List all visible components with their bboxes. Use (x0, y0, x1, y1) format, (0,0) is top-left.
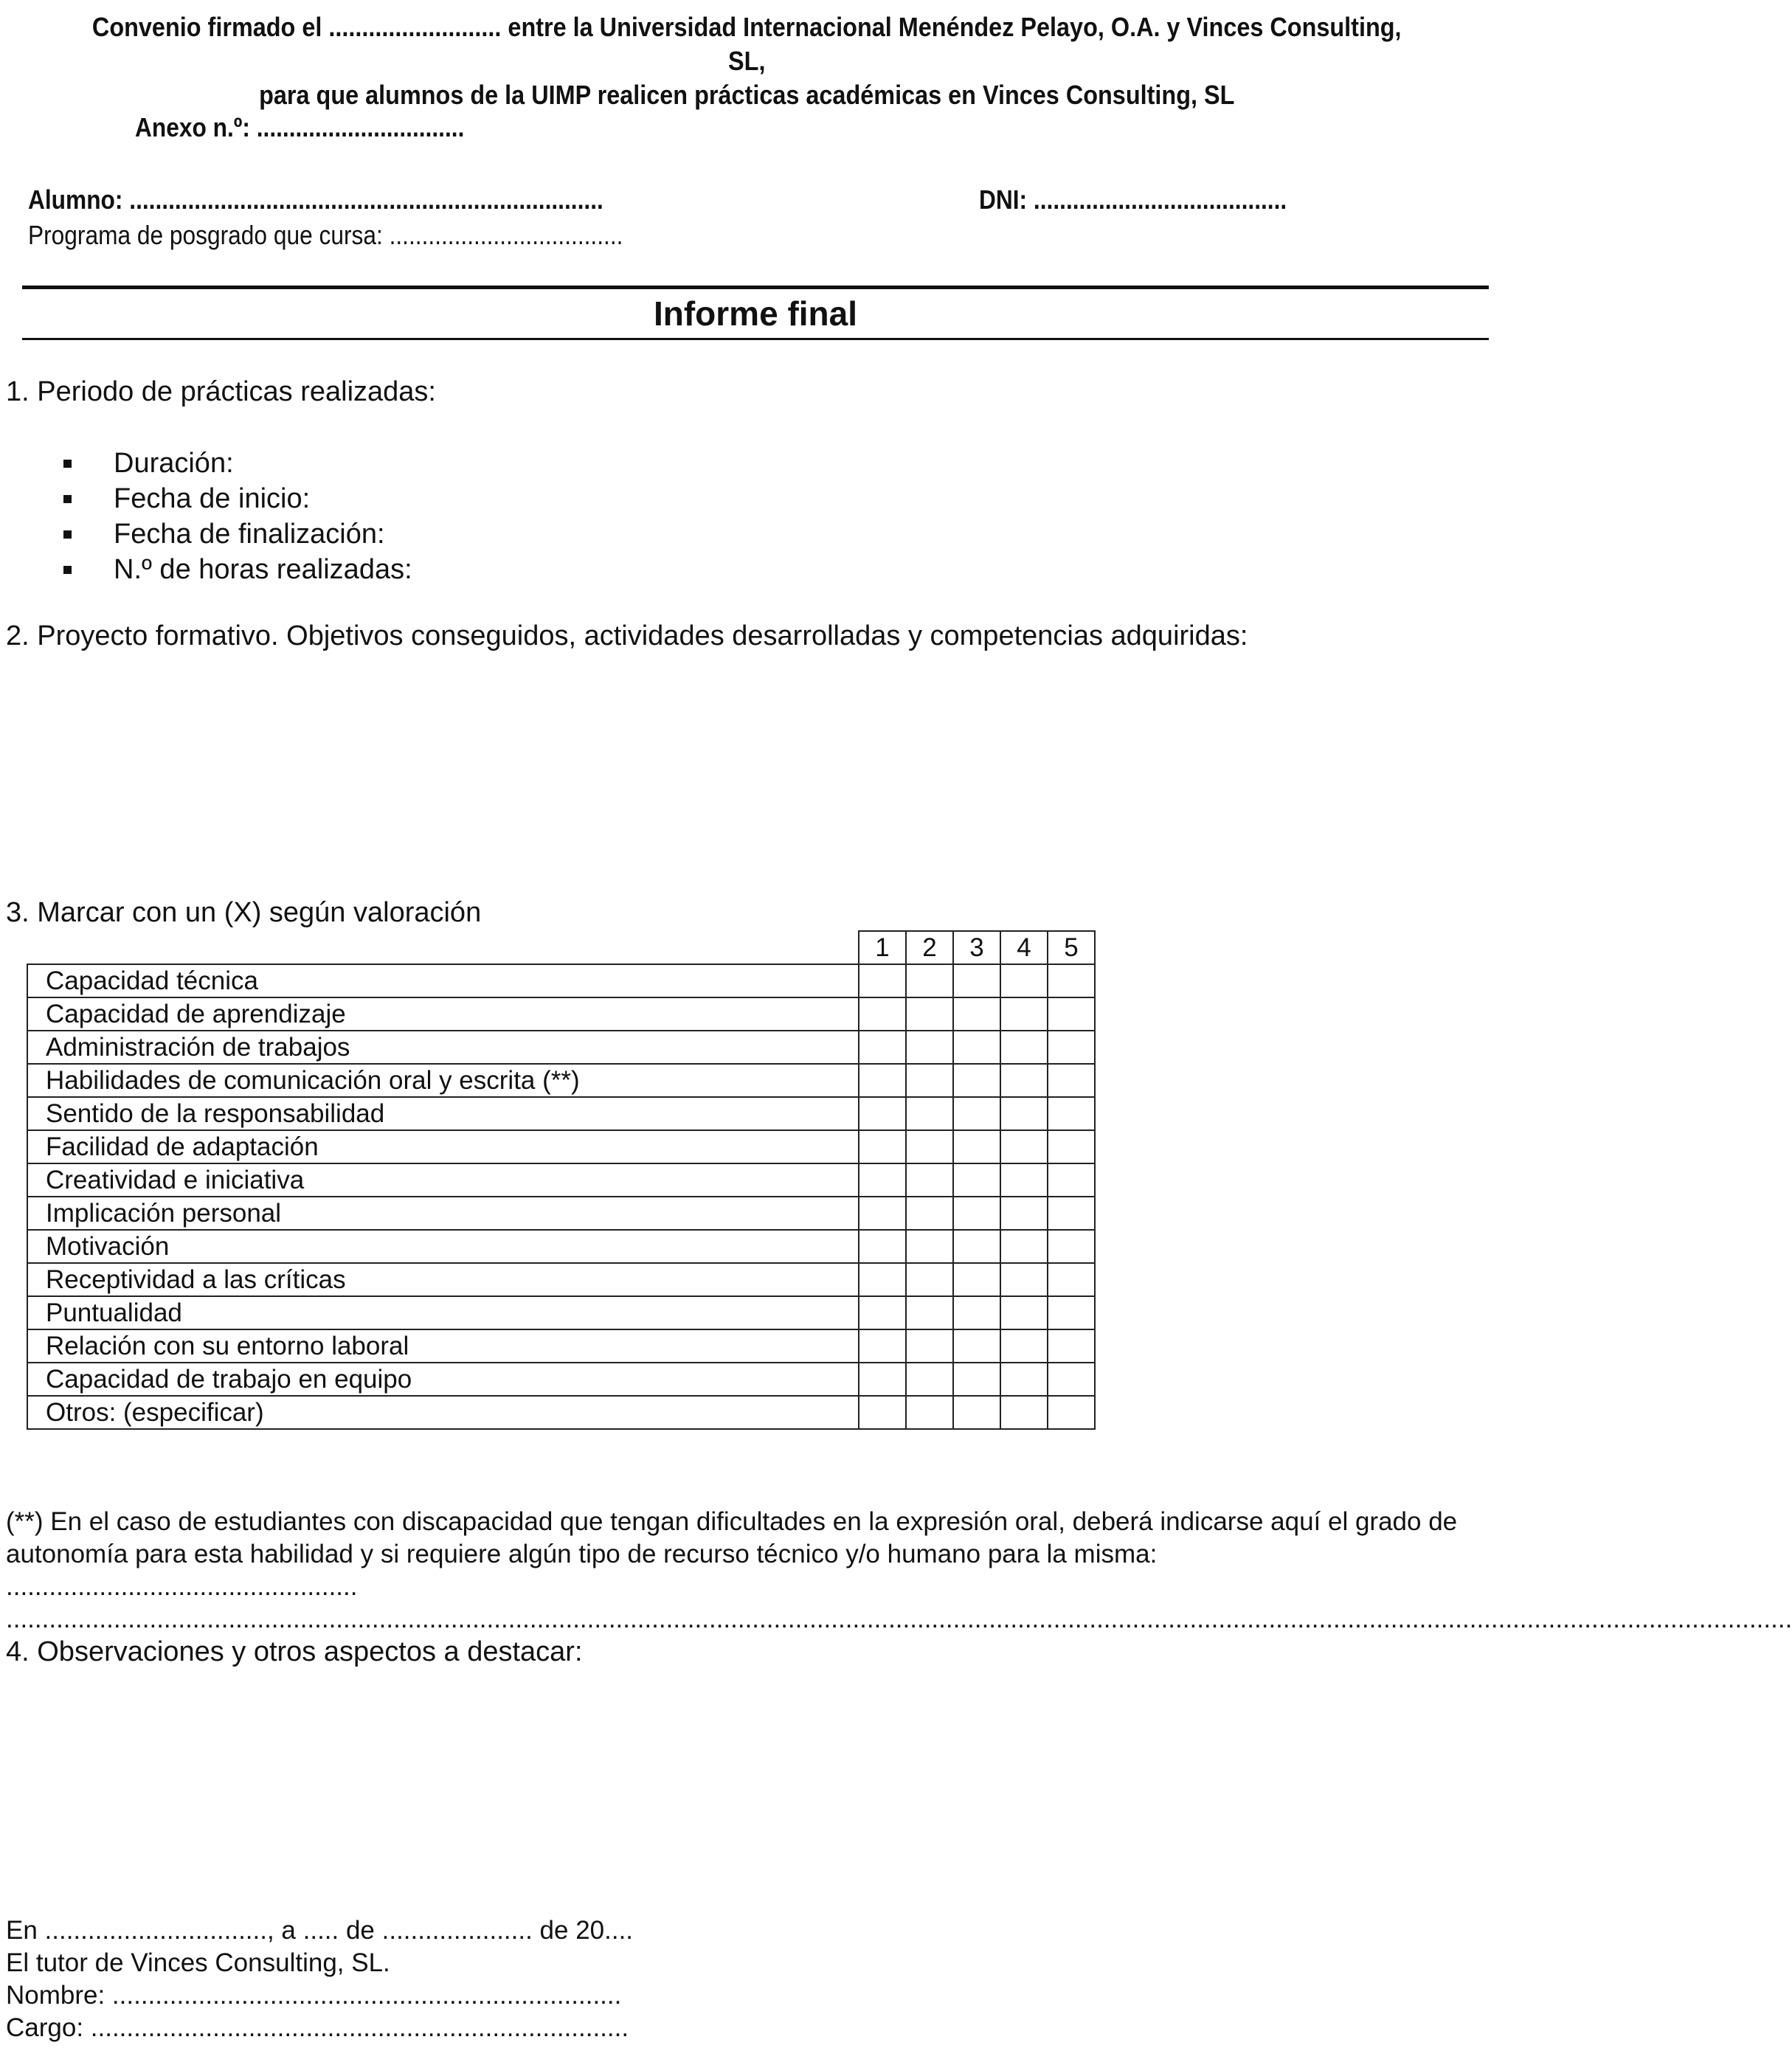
criterion-label: Capacidad de trabajo en equipo (27, 1363, 859, 1396)
program-row (28, 220, 623, 251)
rating-checkbox-1[interactable] (859, 1329, 906, 1363)
student-name-field[interactable]: ......................................................................... (129, 184, 603, 215)
list-item: Fecha de inicio: (63, 481, 412, 516)
rating-checkbox-1[interactable] (859, 964, 906, 997)
rating-checkbox-3[interactable] (953, 1064, 1000, 1097)
rating-checkbox-2[interactable] (906, 1097, 953, 1130)
rating-checkbox-5[interactable] (1048, 1130, 1095, 1163)
scale-header-3: 3 (953, 931, 1000, 964)
rating-checkbox-4[interactable] (1000, 1031, 1048, 1064)
rating-checkbox-5[interactable] (1048, 997, 1095, 1031)
tutor-line: El tutor de Vinces Consulting, SL. (6, 1948, 390, 1977)
criterion-label: Motivación (27, 1230, 859, 1263)
list-item: N.º de horas realizadas: (63, 552, 412, 587)
table-row (27, 1163, 1095, 1197)
criterion-label: Puntualidad (27, 1296, 859, 1329)
criterion-label: Implicación personal (27, 1197, 859, 1230)
rating-checkbox-4[interactable] (1000, 1097, 1048, 1130)
scale-header-5: 5 (1048, 931, 1095, 964)
table-row (27, 997, 1095, 1031)
rating-checkbox-5[interactable] (1048, 1031, 1095, 1064)
rating-checkbox-4[interactable] (1000, 1130, 1048, 1163)
table-row (27, 1197, 1095, 1230)
rating-checkbox-3[interactable] (953, 1163, 1000, 1197)
accessibility-note-blank[interactable]: ......................................................................................................................................................................................................................................................... (6, 1605, 1792, 1633)
tutor-role-line[interactable]: Cargo: ........................................................................... (6, 2013, 629, 2042)
rating-checkbox-1[interactable] (859, 1064, 906, 1097)
rating-checkbox-4[interactable] (1000, 1363, 1048, 1396)
rating-checkbox-4[interactable] (1000, 1396, 1048, 1429)
list-item: Duración: (63, 446, 412, 481)
table-row (27, 1097, 1095, 1130)
criterion-label: Creatividad e iniciativa (27, 1163, 859, 1197)
title-bottom-rule (22, 338, 1489, 340)
rating-checkbox-2[interactable] (906, 1197, 953, 1230)
table-row (27, 1031, 1095, 1064)
rating-checkbox-5[interactable] (1048, 964, 1095, 997)
rating-checkbox-3[interactable] (953, 1396, 1000, 1429)
dni-row (979, 184, 1287, 215)
dni-label: DNI: (979, 184, 1028, 215)
criterion-label: Habilidades de comunicación oral y escrita (**) (27, 1064, 859, 1097)
rating-checkbox-1[interactable] (859, 997, 906, 1031)
rating-checkbox-4[interactable] (1000, 1296, 1048, 1329)
rating-checkbox-5[interactable] (1048, 1230, 1095, 1263)
rating-checkbox-5[interactable] (1048, 1097, 1095, 1130)
scale-header-4: 4 (1000, 931, 1048, 964)
rating-checkbox-3[interactable] (953, 1263, 1000, 1296)
rating-checkbox-3[interactable] (953, 1329, 1000, 1363)
rating-checkbox-5[interactable] (1048, 1396, 1095, 1429)
title-top-rule (22, 286, 1489, 289)
annex-number (135, 112, 464, 143)
period-list (63, 446, 412, 587)
program-field[interactable]: .................................... (389, 220, 623, 250)
rating-checkbox-4[interactable] (1000, 1064, 1048, 1097)
rating-checkbox-1[interactable] (859, 1197, 906, 1230)
rating-checkbox-2[interactable] (906, 1163, 953, 1197)
rating-checkbox-3[interactable] (953, 997, 1000, 1031)
rating-checkbox-5[interactable] (1048, 1329, 1095, 1363)
dni-field[interactable]: ....................................... (1033, 184, 1287, 215)
rating-checkbox-4[interactable] (1000, 1230, 1048, 1263)
rating-checkbox-2[interactable] (906, 1329, 953, 1363)
rating-checkbox-2[interactable] (906, 1230, 953, 1263)
rating-checkbox-4[interactable] (1000, 997, 1048, 1031)
rating-checkbox-5[interactable] (1048, 1296, 1095, 1329)
table-row (27, 1363, 1095, 1396)
rating-checkbox-5[interactable] (1048, 1363, 1095, 1396)
rating-checkbox-4[interactable] (1000, 964, 1048, 997)
table-row (27, 1230, 1095, 1263)
accessibility-note (6, 1506, 1792, 1636)
rating-checkbox-3[interactable] (953, 1230, 1000, 1263)
page-title: Informe final (653, 294, 858, 333)
section4-heading: 4. Observaciones y otros aspectos a destacar: (6, 1636, 583, 1667)
list-item: Fecha de finalización: (63, 516, 412, 552)
rating-checkbox-1[interactable] (859, 1296, 906, 1329)
table-row (27, 1130, 1095, 1163)
accessibility-note-text: (**) En el caso de estudiantes con discapacidad que tengan dificultades en la expresión oral, deberá indicarse aquí el grado de autonomía para esta habilidad y si requiere algún tipo de recurso técnico y/o humano para la misma: ................................................. (6, 1507, 1458, 1601)
rating-checkbox-5[interactable] (1048, 1064, 1095, 1097)
section3-heading: 3. Marcar con un (X) según valoración (6, 897, 482, 928)
rating-checkbox-3[interactable] (953, 1197, 1000, 1230)
table-row (27, 1064, 1095, 1097)
annex-blank[interactable]: ................................ (256, 112, 465, 142)
rating-table (27, 930, 1096, 1430)
rating-checkbox-2[interactable] (906, 1130, 953, 1163)
rating-checkbox-5[interactable] (1048, 1263, 1095, 1296)
rating-checkbox-4[interactable] (1000, 1163, 1048, 1197)
place-date-line[interactable]: En ..............................., a ..... de ..................... de 20.... (6, 1916, 634, 1945)
criterion-label: Capacidad de aprendizaje (27, 997, 859, 1031)
rating-checkbox-1[interactable] (859, 1130, 906, 1163)
rating-checkbox-2[interactable] (906, 1363, 953, 1396)
criterion-label: Relación con su entorno laboral (27, 1329, 859, 1363)
rating-scale-row (27, 931, 1095, 964)
rating-checkbox-2[interactable] (906, 1263, 953, 1296)
rating-checkbox-3[interactable] (953, 1296, 1000, 1329)
criterion-label: Sentido de la responsabilidad (27, 1097, 859, 1130)
rating-checkbox-4[interactable] (1000, 1329, 1048, 1363)
annex-label: Anexo n.º: (135, 112, 250, 142)
agreement-header (75, 10, 1419, 112)
rating-checkbox-2[interactable] (906, 997, 953, 1031)
rating-checkbox-3[interactable] (953, 1363, 1000, 1396)
scale-header-1: 1 (859, 931, 906, 964)
student-name-label: Alumno: (28, 184, 123, 215)
rating-checkbox-2[interactable] (906, 1296, 953, 1329)
rating-checkbox-2[interactable] (906, 1064, 953, 1097)
rating-checkbox-2[interactable] (906, 1031, 953, 1064)
rating-checkbox-3[interactable] (953, 964, 1000, 997)
rating-checkbox-1[interactable] (859, 1396, 906, 1429)
program-label: Programa de posgrado que cursa: (28, 220, 383, 250)
table-row (27, 1263, 1095, 1296)
rating-checkbox-3[interactable] (953, 1130, 1000, 1163)
rating-checkbox-1[interactable] (859, 1097, 906, 1130)
agreement-header-line2: para que alumnos de la UIMP realicen prácticas académicas en Vinces Consulting, SL (259, 80, 1235, 110)
tutor-name-line[interactable]: Nombre: ....................................................................... (6, 1981, 622, 2010)
agreement-header-line1: Convenio firmado el .......................... entre la Universidad Internacional Menéndez Pelayo, O.A. y Vinces Consulting, SL, (91, 12, 1402, 76)
rating-checkbox-4[interactable] (1000, 1263, 1048, 1296)
section1-heading: 1. Periodo de prácticas realizadas: (6, 376, 436, 407)
student-name-row (28, 184, 603, 215)
criterion-label: Otros: (especificar) (27, 1396, 859, 1429)
rating-checkbox-4[interactable] (1000, 1197, 1048, 1230)
table-row (27, 1296, 1095, 1329)
rating-checkbox-1[interactable] (859, 1031, 906, 1064)
criterion-label: Receptividad a las críticas (27, 1263, 859, 1296)
rating-checkbox-1[interactable] (859, 1230, 906, 1263)
table-row (27, 1396, 1095, 1429)
rating-checkbox-1[interactable] (859, 1163, 906, 1197)
rating-checkbox-5[interactable] (1048, 1163, 1095, 1197)
table-row (27, 1329, 1095, 1363)
rating-checkbox-2[interactable] (906, 964, 953, 997)
criterion-label: Facilidad de adaptación (27, 1130, 859, 1163)
criterion-label: Capacidad técnica (27, 964, 859, 997)
table-row (27, 964, 1095, 997)
rating-checkbox-1[interactable] (859, 1363, 906, 1396)
rating-checkbox-2[interactable] (906, 1396, 953, 1429)
section2-heading: 2. Proyecto formativo. Objetivos conseguidos, actividades desarrolladas y competencias adquiridas: (6, 620, 1248, 651)
rating-checkbox-3[interactable] (953, 1097, 1000, 1130)
rating-checkbox-3[interactable] (953, 1031, 1000, 1064)
criterion-label: Administración de trabajos (27, 1031, 859, 1064)
rating-checkbox-5[interactable] (1048, 1197, 1095, 1230)
rating-checkbox-1[interactable] (859, 1263, 906, 1296)
scale-header-2: 2 (906, 931, 953, 964)
